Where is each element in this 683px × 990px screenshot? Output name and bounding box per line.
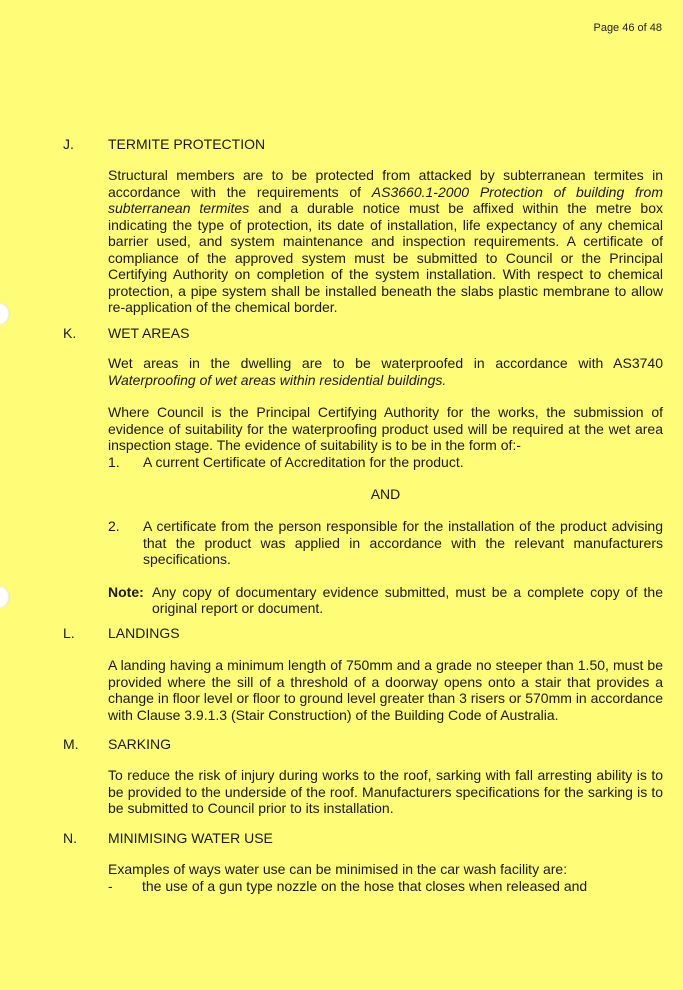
section-title: SARKING: [108, 736, 172, 752]
standard-reference: Waterproofing of wet areas within residential buildings.: [108, 371, 447, 388]
list-item: [108, 454, 663, 471]
text: Structural members are to be protected from attacked by subterranean termites in accordance with the requirements of: [108, 167, 663, 200]
section-sarking: [63, 736, 663, 817]
item-text: A certificate from the person responsible for the installation of the product advising that the product was applied in accordance with the relevant manufacturers specifications.: [143, 518, 663, 567]
section-landings: [63, 625, 663, 723]
item-text: the use of a gun type nozzle on the hose that closes when released and: [142, 877, 588, 894]
section-letter: K.: [63, 325, 77, 341]
item-text: A current Certificate of Accreditation for the product.: [143, 453, 464, 470]
standard-reference: AS3660.1-2000 Protection of building from subterranean termites: [108, 183, 663, 216]
section-letter: L.: [63, 625, 75, 641]
text: Wet areas in the dwelling are to be waterproofed in accordance with AS3740: [108, 355, 663, 371]
paragraph: A landing having a minimum length of 750mm and a grade no steeper than 1.50, must be provided where the sill of a threshold of a doorway opens onto a stair that provides a change in floor level or floor to ground level greater than 3 risers or 570mm in accordance with Clause 3.9.1.3 (Stair Construction) of the Building Code of Australia.: [108, 657, 663, 723]
list-item: [108, 878, 663, 895]
list-item: [108, 518, 663, 568]
text: and a durable notice must be affixed within the metre box indicating the type of protection, its date of installation, life expectancy of any chemical barrier used, and system maintenance and inspection requirements. A certificate of compliance of the approved system must be submitted to Council or the Principal Certifying Authority on completion of the system installation. With respect to chemical protection, a pipe system shall be installed beneath the slabs plastic membrane to allow re-application of the chemical border.: [108, 200, 664, 315]
paragraph: [108, 167, 663, 316]
section-heading: [63, 830, 663, 847]
note: [108, 584, 663, 617]
and-separator: AND: [370, 486, 401, 502]
paragraph: To reduce the risk of injury during works to the roof, sarking with fall arresting ability is to be provided to the underside of the roof. Manufacturers specifications for the sarking is to be submitted to Council prior to its installation.: [108, 767, 663, 816]
paragraph: Examples of ways water use can be minimised in the car wash facility are:: [108, 861, 568, 877]
punch-hole: [0, 303, 10, 325]
note-label: Note:: [108, 583, 144, 600]
section-heading: [63, 325, 663, 342]
punch-hole: [0, 586, 10, 608]
paragraph: Where Council is the Principal Certifying Authority for the works, the submission of evidence of suitability for the waterproofing product used will be required at the wet area inspection stage. The evidence of suitability is to be in the form of:-: [108, 404, 663, 453]
section-wet-areas: [63, 325, 663, 617]
note-text: Any copy of documentary evidence submitted, must be a complete copy of the original report or document.: [152, 583, 663, 616]
paragraph: [108, 355, 663, 388]
section-minimising-water-use: [63, 830, 663, 894]
section-title: WET AREAS: [108, 325, 190, 341]
bullet-dash: -: [108, 877, 113, 894]
section-heading: [63, 736, 663, 753]
section-letter: N.: [63, 830, 77, 846]
section-title: TERMITE PROTECTION: [108, 136, 266, 152]
item-number: 2.: [108, 518, 120, 534]
section-letter: J.: [63, 136, 74, 152]
section-letter: M.: [63, 736, 79, 752]
section-title: LANDINGS: [108, 625, 180, 641]
section-termite-protection: [63, 136, 663, 316]
section-title: MINIMISING WATER USE: [108, 830, 273, 846]
section-heading: [63, 136, 663, 153]
page-number: Page 46 of 48: [593, 22, 662, 34]
item-number: 1.: [108, 453, 120, 470]
section-heading: [63, 625, 663, 642]
